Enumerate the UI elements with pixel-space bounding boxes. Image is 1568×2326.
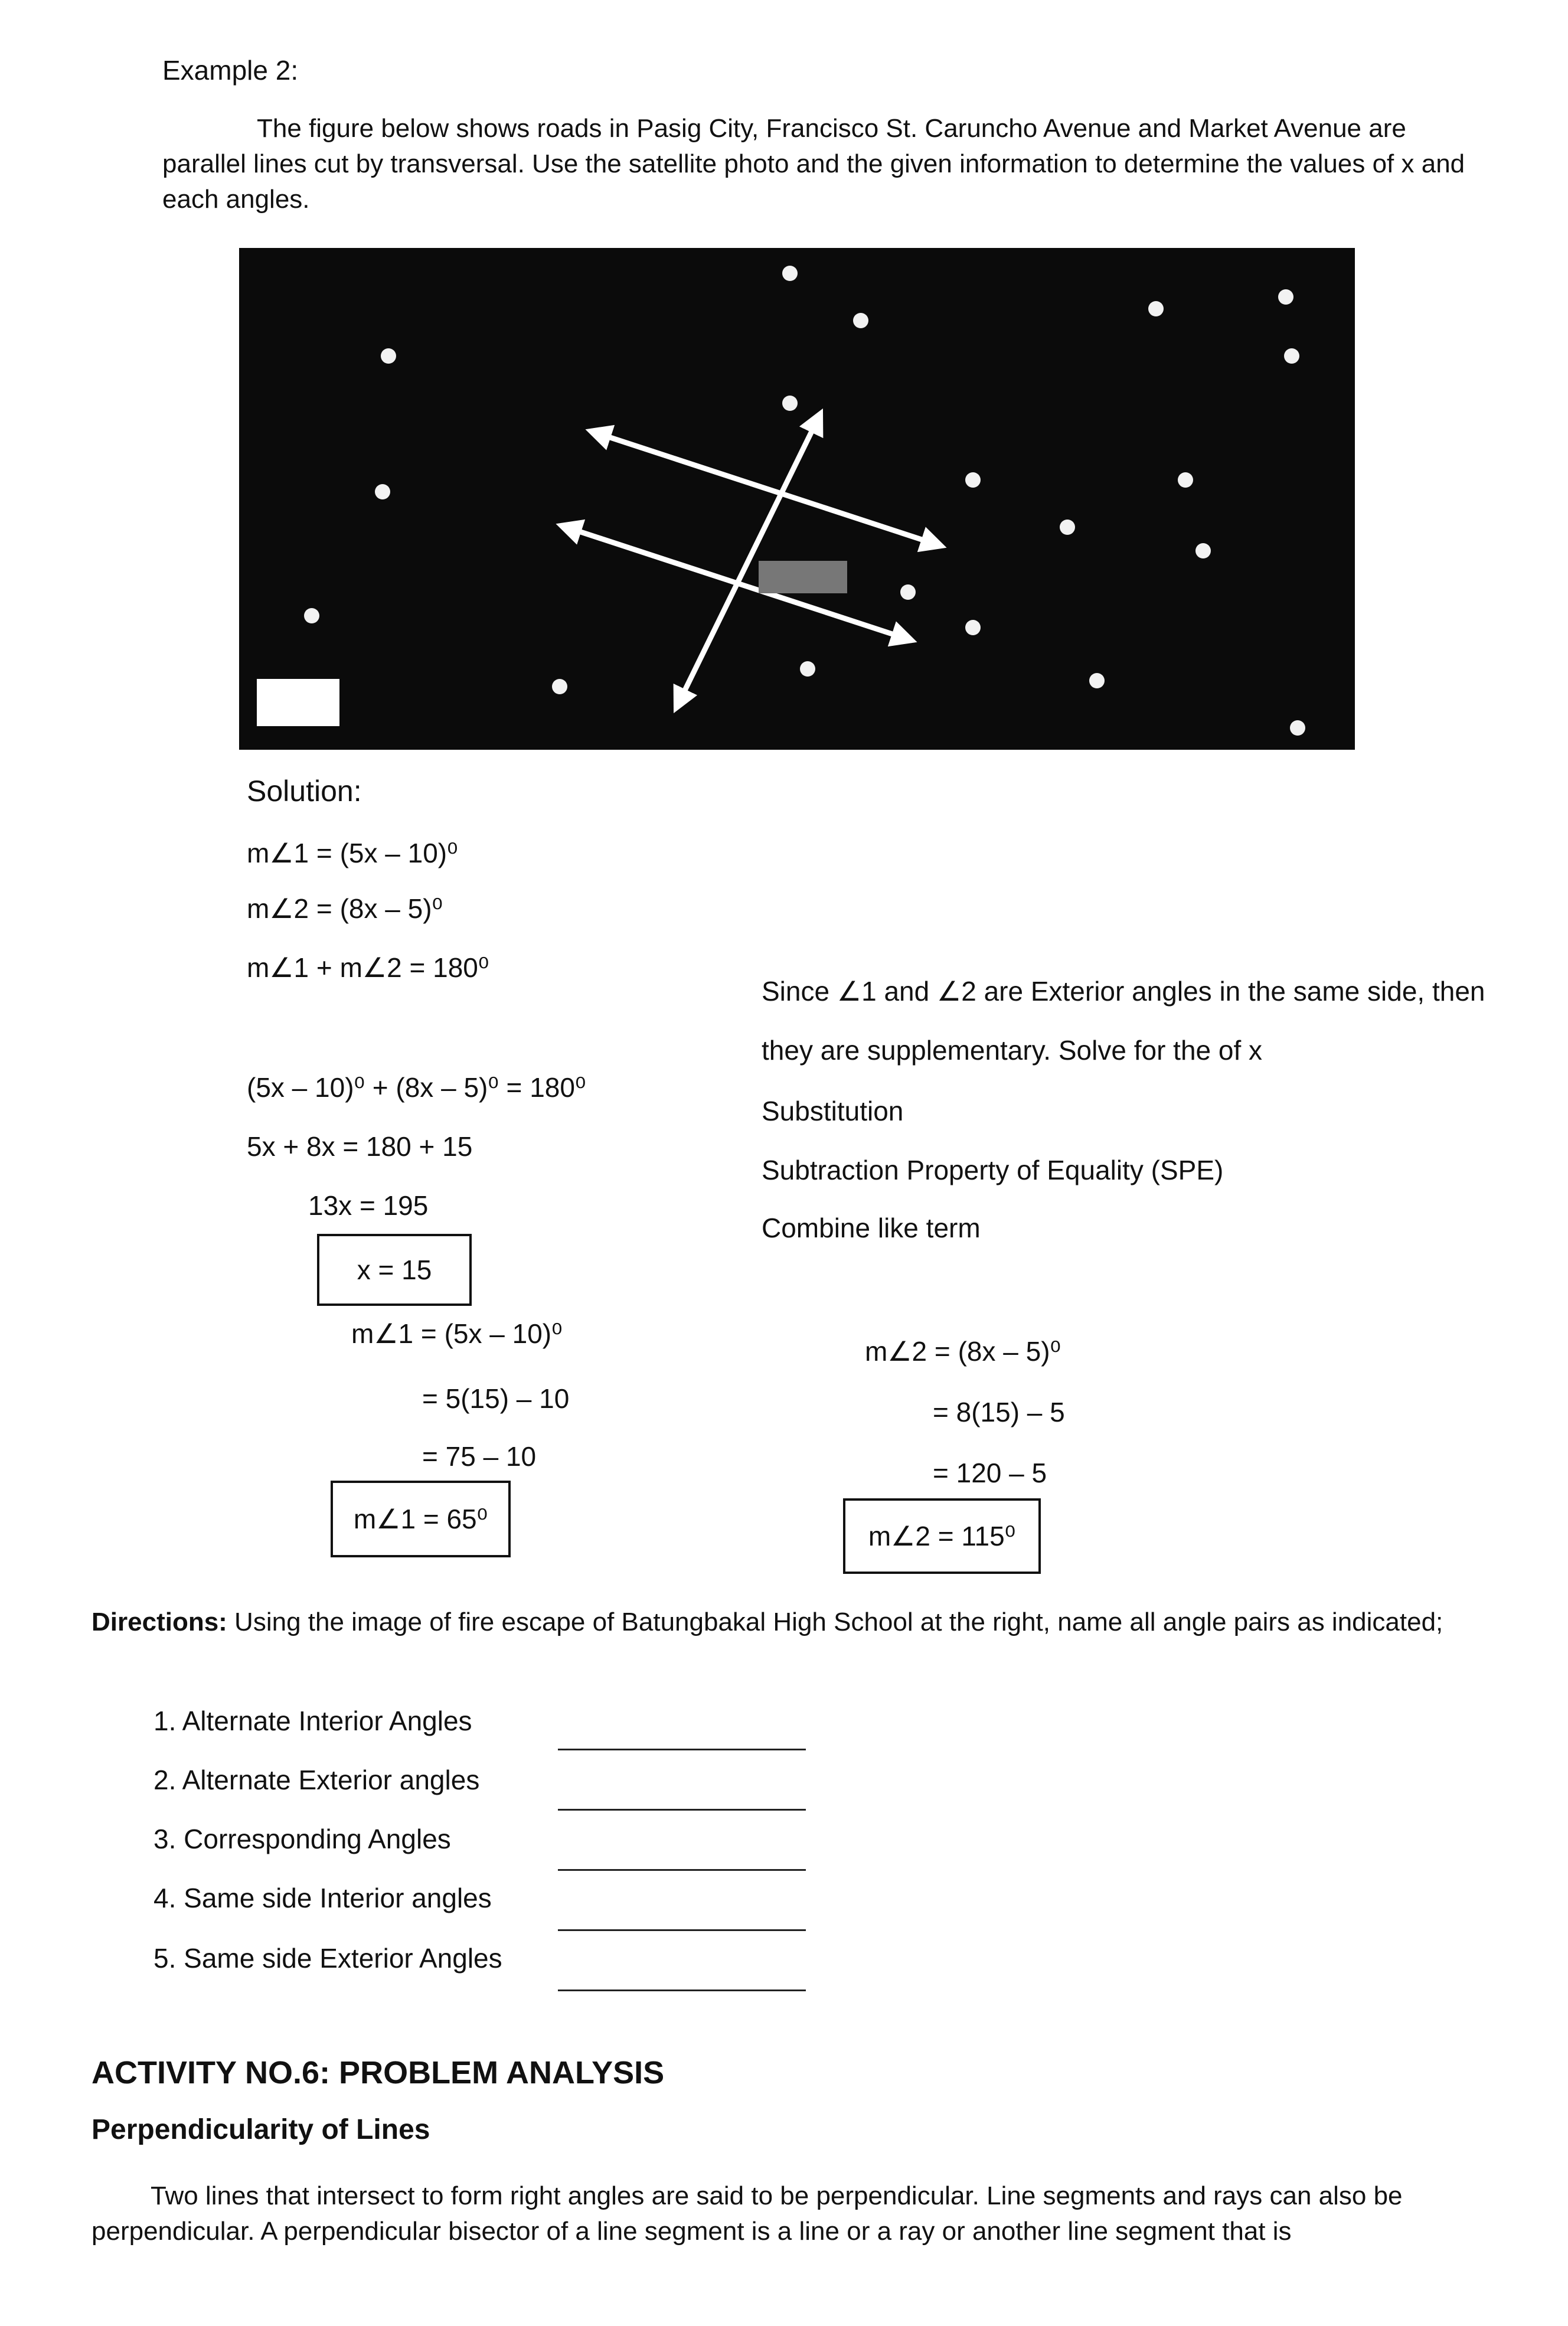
angle1-substituted: = 5(15) – 10 [422, 1383, 570, 1414]
list-item: 3. Corresponding Angles [153, 1824, 451, 1854]
reason-supplementary-cont: they are supplementary. Solve for the of x [762, 1035, 1263, 1066]
answer-blank[interactable] [558, 1929, 806, 1931]
solution-heading: Solution: [247, 775, 362, 808]
list-item: 1. Alternate Interior Angles [153, 1706, 472, 1736]
equation-step-2: 5x + 8x = 180 + 15 [247, 1131, 473, 1162]
equation-step-1: (5x – 10)⁰ + (8x – 5)⁰ = 180⁰ [247, 1072, 586, 1103]
activity-title: ACTIVITY NO.6: PROBLEM ANALYSIS [92, 2055, 665, 2090]
directions-text: Using the image of fire escape of Batungbakal High School at the right, name all angle pairs as indicated; [227, 1608, 1443, 1636]
building-patch [759, 561, 847, 593]
equation-step-3: 13x = 195 [308, 1190, 429, 1221]
example-heading: Example 2: [162, 55, 299, 86]
directions-paragraph [92, 1605, 1473, 1640]
reason-substitution: Substitution [762, 1096, 904, 1126]
angle1-answer-box: m∠1 = 65⁰ [331, 1481, 511, 1557]
reason-combine: Combine like term [762, 1213, 981, 1243]
list-item: 4. Same side Interior angles [153, 1883, 492, 1913]
answer-blank[interactable] [558, 1749, 806, 1750]
angle2-substituted: = 8(15) – 5 [933, 1397, 1065, 1427]
given-angle-1: m∠1 = (5x – 10)⁰ [247, 838, 458, 868]
list-item: 5. Same side Exterior Angles [153, 1943, 502, 1974]
reason-supplementary: Since ∠1 and ∠2 are Exterior angles in the same side, then [762, 976, 1485, 1007]
activity-subtitle: Perpendicularity of Lines [92, 2114, 430, 2145]
angle1-simplified: = 75 – 10 [422, 1441, 537, 1472]
answer-blank[interactable] [558, 1809, 806, 1811]
activity-body: Two lines that intersect to form right angles are said to be perpendicular. Line segments and rays can also be perpendicular. A perpendicular bisector of a line segment is a line or a ray or another line segment that is [92, 2181, 1403, 2246]
angle2-simplified: = 120 – 5 [933, 1458, 1047, 1488]
angle2-answer-box: m∠2 = 115⁰ [843, 1498, 1041, 1574]
intro-paragraph: The figure below shows roads in Pasig City, Francisco St. Caruncho Avenue and Market Avenue are parallel lines cut by transversal. Use the satellite photo and the given information to determine the values of x and each angles. [162, 114, 1465, 214]
parallel-lines-diagram [239, 248, 1355, 750]
supplementary-relation: m∠1 + m∠2 = 180⁰ [247, 952, 489, 983]
answer-blank[interactable] [558, 1989, 806, 1991]
given-angle-2: m∠2 = (8x – 5)⁰ [247, 893, 443, 924]
list-item: 2. Alternate Exterior angles [153, 1765, 480, 1795]
angle1-formula: m∠1 = (5x – 10)⁰ [351, 1318, 563, 1349]
satellite-photo [239, 248, 1355, 750]
angle2-formula: m∠2 = (8x – 5)⁰ [865, 1336, 1061, 1367]
directions-label: Directions: [92, 1608, 227, 1636]
answer-blank[interactable] [558, 1869, 806, 1871]
answer-x-box: x = 15 [317, 1234, 472, 1306]
reason-spe: Subtraction Property of Equality (SPE) [762, 1155, 1224, 1185]
